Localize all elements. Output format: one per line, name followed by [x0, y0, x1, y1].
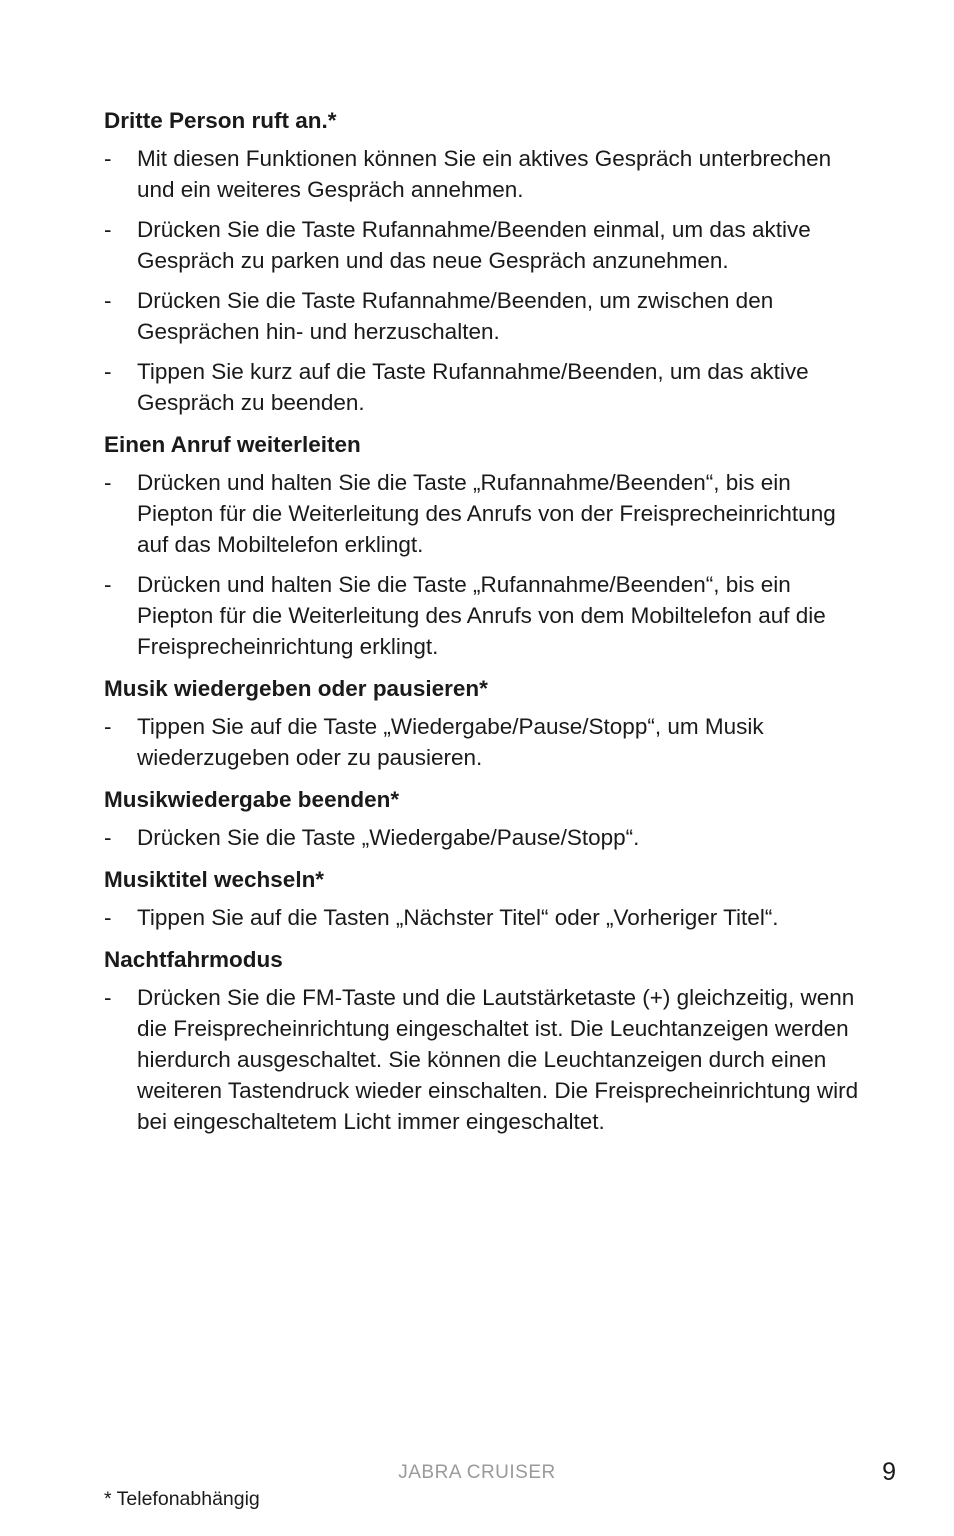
list-item-text: Drücken Sie die FM-Taste und die Lautstärketaste (+) gleichzeitig, wenn die Freisprecheinrichtung eingeschaltet ist. Die Leuchtanzeigen werden hierdurch ausgeschaltet. Sie können die Leuchtanzeigen durch einen weiteren Tastendruck wieder einschalten. Die Freisprecheinrichtung wird bei eingeschaltetem Licht immer eingeschaltet. [137, 985, 859, 1134]
page-number: 9 [882, 1458, 896, 1486]
section-musikwiedergabe-beenden [104, 782, 864, 853]
footnote: * Telefonabhängig [104, 1488, 260, 1510]
section-heading: Musik wiedergeben oder pausieren* [104, 676, 488, 701]
bullet-dash: - [104, 825, 112, 850]
list-item-text: Tippen Sie auf die Tasten „Nächster Titel“ oder „Vorheriger Titel“. [137, 905, 779, 930]
list-item [104, 214, 864, 276]
list-item-text: Drücken und halten Sie die Taste „Rufannahme/Beenden“, bis ein Piepton für die Weiterleitung des Anrufs von dem Mobiltelefon auf die Freisprecheinrichtung erklingt. [137, 572, 826, 659]
section-musik-wiedergeben [104, 671, 864, 773]
list-item-text: Tippen Sie kurz auf die Taste Rufannahme/Beenden, um das aktive Gespräch zu beenden. [137, 359, 809, 415]
section-heading: Musiktitel wechseln* [104, 867, 325, 892]
list-item [104, 143, 864, 205]
list-item [104, 822, 864, 853]
list-item [104, 711, 864, 773]
bullet-dash: - [104, 905, 112, 930]
bullet-list [104, 982, 864, 1137]
list-item [104, 902, 864, 933]
section-musiktitel-wechseln [104, 862, 864, 933]
section-heading: Einen Anruf weiterleiten [104, 432, 361, 457]
section-dritte-person [104, 103, 864, 418]
bullet-dash: - [104, 288, 112, 313]
list-item-text: Drücken Sie die Taste Rufannahme/Beenden, um zwischen den Gesprächen hin- und herzuschalten. [137, 288, 774, 344]
document-body [104, 103, 864, 1146]
bullet-dash: - [104, 470, 112, 495]
bullet-dash: - [104, 985, 112, 1010]
bullet-dash: - [104, 146, 112, 171]
list-item [104, 467, 864, 560]
list-item-text: Drücken Sie die Taste „Wiedergabe/Pause/Stopp“. [137, 825, 640, 850]
bullet-list [104, 467, 864, 662]
list-item [104, 285, 864, 347]
list-item-text: Drücken und halten Sie die Taste „Rufannahme/Beenden“, bis ein Piepton für die Weiterleitung des Anrufs von der Freisprecheinrichtung auf das Mobiltelefon erklingt. [137, 470, 836, 557]
bullet-list [104, 711, 864, 773]
section-heading: Musikwiedergabe beenden* [104, 787, 400, 812]
bullet-dash: - [104, 359, 112, 384]
bullet-list [104, 902, 864, 933]
section-heading: Nachtfahrmodus [104, 947, 283, 972]
list-item [104, 356, 864, 418]
list-item-text: Drücken Sie die Taste Rufannahme/Beenden einmal, um das aktive Gespräch zu parken und das neue Gespräch anzunehmen. [137, 217, 811, 273]
bullet-list [104, 143, 864, 418]
list-item-text: Tippen Sie auf die Taste „Wiedergabe/Pause/Stopp“, um Musik wiederzugeben oder zu pausieren. [137, 714, 764, 770]
section-anruf-weiterleiten [104, 427, 864, 662]
bullet-list [104, 822, 864, 853]
list-item-text: Mit diesen Funktionen können Sie ein aktives Gespräch unterbrechen und ein weiteres Gespräch annehmen. [137, 146, 832, 202]
bullet-dash: - [104, 217, 112, 242]
bullet-dash: - [104, 572, 112, 597]
list-item [104, 569, 864, 662]
section-nachtfahrmodus [104, 942, 864, 1137]
footer-product-title: JABRA CRUISER [398, 1462, 556, 1483]
list-item [104, 982, 864, 1137]
bullet-dash: - [104, 714, 112, 739]
section-heading: Dritte Person ruft an.* [104, 108, 337, 133]
